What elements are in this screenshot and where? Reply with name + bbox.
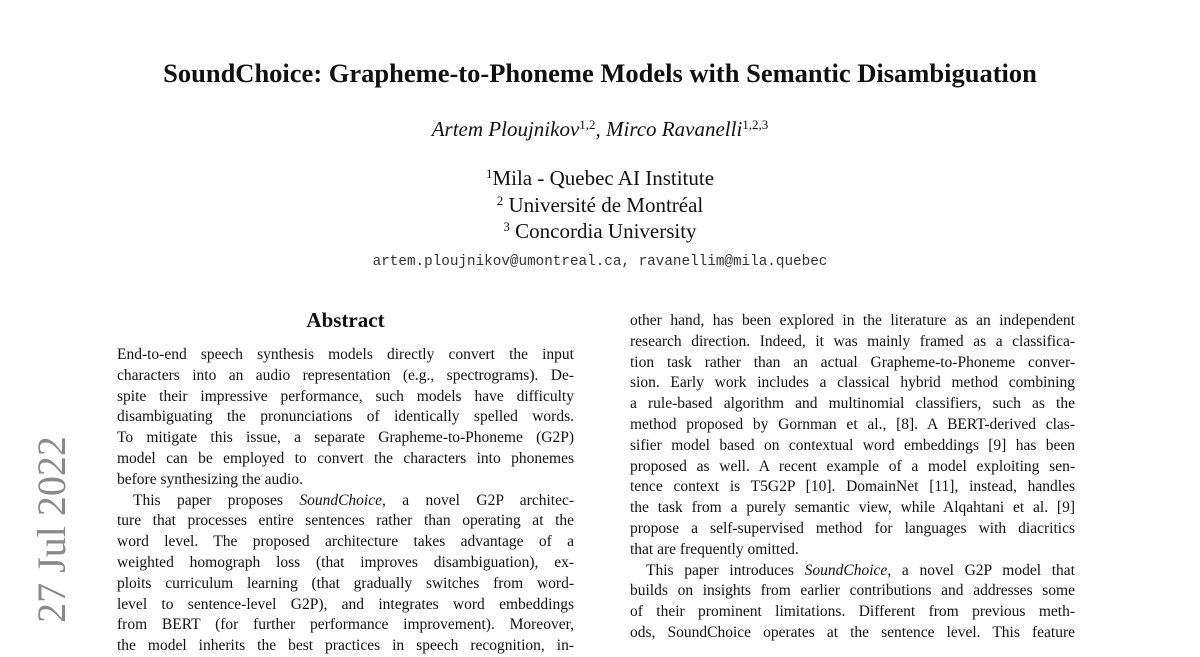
text-line: ture that processes entire sentences rather than operating at the	[117, 512, 574, 530]
emphasized-term: SoundChoice	[299, 491, 382, 509]
text-line: method proposed by Gornman et al., [8]. A BERT-derived clas-	[630, 415, 1075, 433]
author-list	[0, 115, 1200, 143]
affiliation-name: Mila - Quebec AI Institute	[492, 166, 715, 190]
affiliation	[0, 192, 1200, 219]
author-affiliation-marker: 1,2	[579, 117, 596, 132]
text-line: a rule-based algorithm and multinomial classifiers, such as the	[630, 395, 1075, 413]
author-name: Mirco Ravanelli	[606, 117, 743, 141]
text-line: model can be employed to convert the characters into phonemes	[117, 449, 574, 467]
text-line: End-to-end speech synthesis models directly convert the input	[117, 346, 574, 363]
affiliation-list	[0, 165, 1200, 245]
text-line: weighted homograph loss (that improves disambiguation), ex-	[117, 553, 574, 571]
text-line: disambiguating the pronunciations of identically spelled words.	[117, 408, 574, 426]
text-line: sifier model based on contextual word embeddings [9] has been	[630, 436, 1075, 454]
affiliation	[0, 165, 1200, 192]
text-segment: This paper introduces	[646, 561, 805, 579]
arxiv-date-stamp	[26, 432, 78, 627]
text-line: spite their impressive performance, such models have difficulty	[117, 387, 574, 405]
affiliation	[0, 218, 1200, 245]
text-line: tence context is T5G2P [10]. DomainNet [11], instead, handles	[630, 478, 1075, 496]
text-line: characters into an audio representation (e.g., spectrograms). De-	[117, 366, 574, 384]
text-line: that are frequently omitted.	[630, 540, 799, 558]
text-line: the model inherits the best practices in speech recognition, in-	[117, 637, 574, 655]
abstract-heading: Abstract	[306, 308, 385, 332]
text-line: before synthesizing the audio.	[117, 470, 303, 488]
affiliation-marker: 3	[503, 219, 510, 234]
text-segment: This paper proposes	[133, 491, 300, 509]
text-line: the task from a purely semantic view, while Alqahtani et al. [9]	[630, 499, 1075, 517]
abstract-body	[117, 345, 574, 657]
author-separator: ,	[595, 117, 607, 141]
affiliation-name: Université de Montréal	[508, 192, 704, 217]
emphasized-term: SoundChoice	[804, 561, 888, 579]
text-line: from BERT (for further performance improvement). Moreover,	[117, 616, 574, 634]
arxiv-date-text: 27 Jul 2022	[29, 436, 74, 623]
affiliation-name: Concordia University	[515, 219, 697, 243]
text-line: builds on insights from earlier contributions and addresses some	[630, 582, 1075, 600]
text-line: other hand, has been explored in the literature as an independent	[630, 312, 1075, 329]
text-line: tion task rather than an actual Grapheme-to-Phoneme conver-	[630, 353, 1075, 371]
affiliation-marker: 1	[485, 166, 493, 181]
paper-title: SoundChoice: Grapheme-to-Phoneme Models with Semantic Disambiguation	[163, 58, 1037, 88]
text-line: To mitigate this issue, a separate Grapheme-to-Phoneme (G2P)	[117, 429, 574, 447]
text-line: research direction. Indeed, it was mainly framed as a classifica-	[630, 332, 1075, 350]
text-segment: , a novel G2P architec-	[381, 491, 574, 509]
text-line	[117, 491, 574, 512]
author-emails: artem.ploujnikov@umontreal.ca, ravanellim@mila.quebec	[372, 254, 828, 270]
text-line	[630, 561, 1075, 582]
text-line: word level. The proposed architecture takes advantage of a	[117, 533, 574, 551]
text-line: proposed as well. A recent example of a model exploiting sen-	[630, 457, 1075, 475]
text-line: sion. Early work includes a classical hybrid method combining	[630, 374, 1075, 392]
introduction-body-continued	[630, 311, 1075, 644]
text-segment: , a novel G2P model that	[887, 561, 1075, 579]
affiliation-marker: 2	[496, 192, 504, 208]
text-line: of their prominent limitations. Different from previous meth-	[630, 603, 1075, 621]
text-line: level to sentence-level G2P), and integrates word embeddings	[117, 595, 574, 613]
author-name: Artem Ploujnikov	[431, 117, 580, 141]
text-line: ploits curriculum learning (that gradually switches from word-	[117, 574, 574, 592]
text-line: ods, SoundChoice operates at the sentence level. This feature	[630, 623, 1075, 641]
author-affiliation-marker: 1,2,3	[742, 117, 769, 132]
text-line: propose a self-supervised method for languages with diacritics	[630, 519, 1075, 537]
